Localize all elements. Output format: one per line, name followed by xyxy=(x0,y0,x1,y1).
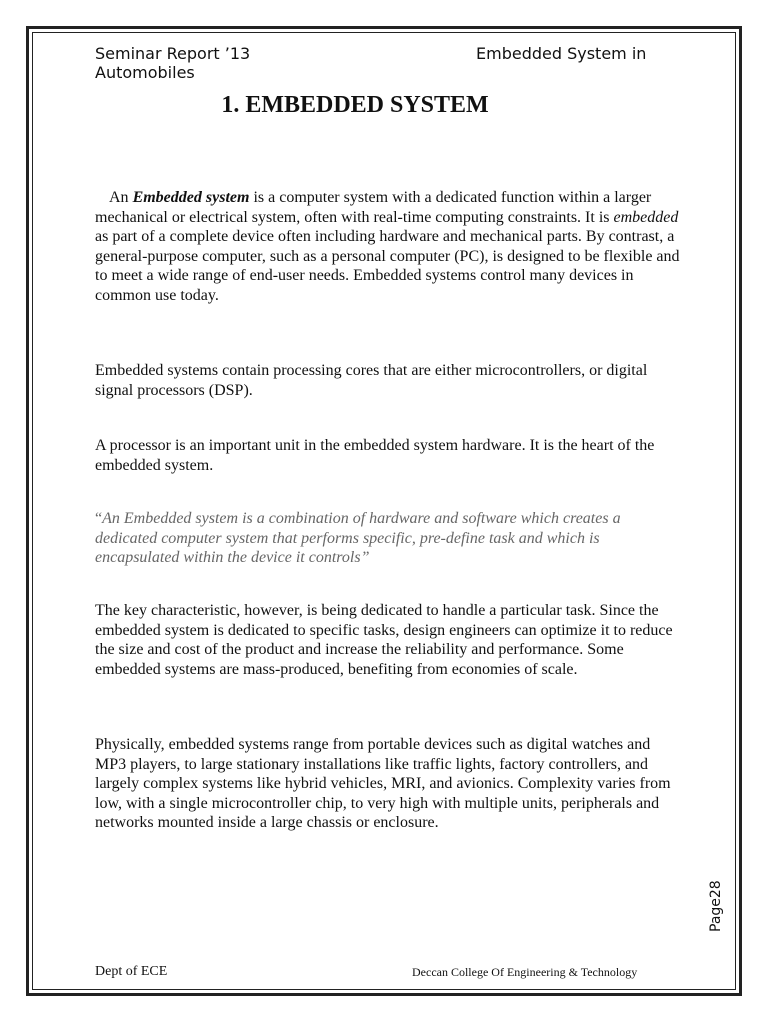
header-left xyxy=(95,44,335,82)
page-number-label: Page28 xyxy=(708,880,724,932)
term-embedded-system: Embedded system xyxy=(132,189,250,206)
page-title: 1. EMBEDDED SYSTEM xyxy=(221,92,489,118)
footer-department: Dept of ECE xyxy=(95,964,168,979)
header-report-title: Seminar Report ’13 xyxy=(95,44,251,63)
paragraph-key-characteristic: The key characteristic, however, is being dedicated to handle a particular task. Since the embedded system is dedicated to specific tasks, design engineers can optimize it to reduce the size and cost of the product and increase the reliability and performance. Some embedded systems are mass-produced, benefiting from economies of scale. xyxy=(95,602,673,678)
quote-definition xyxy=(95,509,680,568)
paragraph-part2: as part of a complete device often including hardware and mechanical parts. By contrast, a general-purpose computer, such as a personal computer (PC), is designed to be flexible and to meet a wide range of end-user needs. Embedded systems control many devices in common use today. xyxy=(95,228,680,304)
paragraph-definition xyxy=(95,188,680,306)
paragraph-physical-range: Physically, embedded systems range from portable devices such as digital watches and MP3 players, to large stationary installations like traffic lights, factory controllers, and largely complex systems like hybrid vehicles, MRI, and avionics. Complexity varies from low, with a single microcontroller chip, to very high with multiple units, peripherals and networks mounted inside a large chassis or enclosure. xyxy=(95,736,671,832)
quote-text: An Embedded system is a combination of hardware and software which creates a dedicated computer system that performs specific, pre-define task and which is encapsulated within the device it controls” xyxy=(95,510,621,567)
footer-college: Deccan College Of Engineering & Technology xyxy=(412,965,638,979)
paragraph-processing-cores: Embedded systems contain processing cores that are either microcontrollers, or digital signal processors (DSP). xyxy=(95,362,648,399)
paragraph-processor: A processor is an important unit in the embedded system hardware. It is the heart of the embedded system. xyxy=(95,437,655,474)
header-right: Embedded System in xyxy=(476,44,647,63)
paragraph-part1: is a computer system with a dedicated function within a larger mechanical or electrical system, often with real-time computing constraints. It is xyxy=(95,189,652,226)
quote-open-mark: “ xyxy=(95,510,103,527)
term-embedded: embedded xyxy=(613,208,679,226)
header-continuation: Automobiles xyxy=(95,63,195,82)
paragraph-intro: An xyxy=(109,189,133,206)
